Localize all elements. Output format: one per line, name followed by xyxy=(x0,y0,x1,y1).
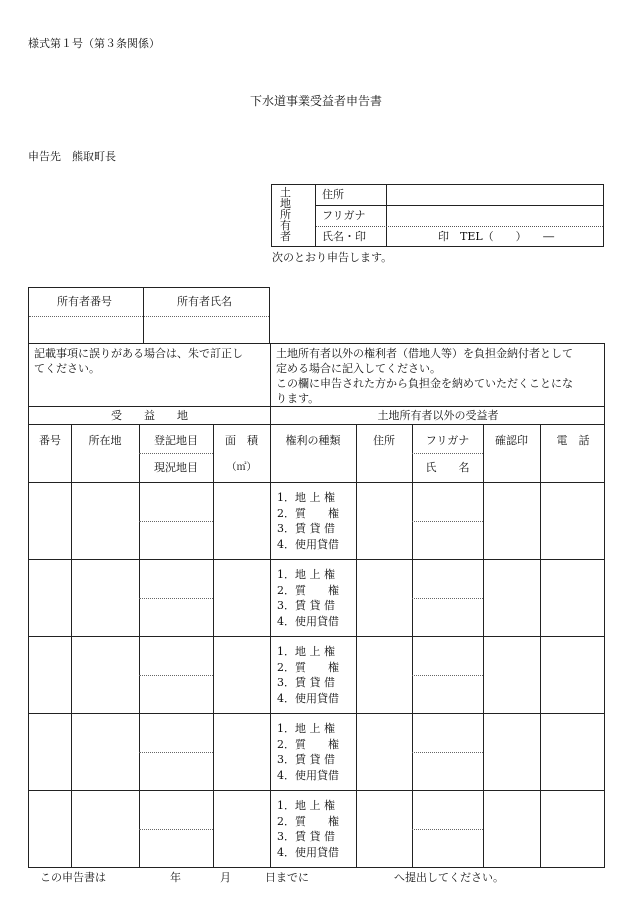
column-current-category: 現況地目 xyxy=(154,461,198,474)
footer-deadline-label: 日までに xyxy=(265,871,309,884)
beneficiary-table xyxy=(28,343,605,868)
row-location-field[interactable] xyxy=(73,717,137,731)
row-number-field[interactable] xyxy=(31,486,69,500)
owner-furigana-label: フリガナ xyxy=(322,209,366,222)
other-beneficiary-note: 土地所有者以外の権利者（借地人等）を負担金納付者として 定める場合に記入してください。 この欄に申告された方から負担金を納めていただくことにな ります。 xyxy=(276,347,573,405)
owner-furigana-field[interactable] xyxy=(392,209,602,223)
right-type-options: 1．地 上 権 2．質 権 3．賃 貸 借 4．使用貸借 xyxy=(277,568,339,628)
land-owner-box xyxy=(271,184,604,247)
owner-name-label: 氏名・印 xyxy=(322,230,366,243)
correction-note: 記載事項に誤りがある場合は、朱で訂正し てください。 xyxy=(34,347,243,375)
column-seal: 確認印 xyxy=(495,434,528,447)
other-beneficiary-section-header: 土地所有者以外の受益者 xyxy=(377,409,499,422)
owner-name-header: 所有者氏名 xyxy=(177,295,232,308)
recipient-label: 申告先 熊取町長 xyxy=(28,150,116,163)
column-address: 住所 xyxy=(373,434,395,447)
column-number: 番号 xyxy=(39,434,61,447)
row-number-field[interactable] xyxy=(31,717,69,731)
form-number-label: 様式第１号（第３条関係） xyxy=(28,37,160,50)
statement-text: 次のとおり申告します。 xyxy=(272,251,393,264)
column-phone: 電 話 xyxy=(556,434,590,447)
table-row xyxy=(29,713,606,790)
right-type-options: 1．地 上 権 2．質 権 3．賃 貸 借 4．使用貸借 xyxy=(277,491,339,551)
column-location: 所在地 xyxy=(88,434,122,447)
land-owner-side-label: 土 地 所 有 者 xyxy=(280,186,291,243)
seal-mark-label: 印 xyxy=(438,230,449,243)
row-location-field[interactable] xyxy=(73,640,137,654)
table-row xyxy=(29,482,606,559)
row-location-field[interactable] xyxy=(73,486,137,500)
table-row xyxy=(29,790,606,867)
table-row xyxy=(29,559,606,636)
column-registered-category: 登記地目 xyxy=(154,434,198,447)
row-number-field[interactable] xyxy=(31,794,69,808)
right-type-options: 1．地 上 権 2．質 権 3．賃 貸 借 4．使用貸借 xyxy=(277,799,339,859)
row-number-field[interactable] xyxy=(31,563,69,577)
column-name: 氏 名 xyxy=(425,461,470,474)
benefited-land-section-header: 受 益 地 xyxy=(111,409,188,422)
owner-address-label: 住所 xyxy=(322,188,344,201)
footer-year-label: 年 xyxy=(170,871,181,884)
column-area: 面 積 xyxy=(225,434,258,447)
right-type-options: 1．地 上 権 2．質 権 3．賃 貸 借 4．使用貸借 xyxy=(277,645,339,705)
column-area-unit: （㎡） xyxy=(226,462,257,473)
owner-number-field[interactable] xyxy=(33,322,139,338)
right-type-options: 1．地 上 権 2．質 権 3．賃 貸 借 4．使用貸借 xyxy=(277,722,339,782)
footer-prefix: この申告書は xyxy=(40,871,106,884)
table-row xyxy=(29,636,606,713)
footer-submit-label: へ提出してください。 xyxy=(394,871,504,884)
owner-tel-label: TEL（ ） ― xyxy=(460,230,555,243)
owner-id-box xyxy=(28,287,270,344)
footer-month-label: 月 xyxy=(220,871,231,884)
row-location-field[interactable] xyxy=(73,794,137,808)
owner-number-header: 所有者番号 xyxy=(57,295,112,308)
row-location-field[interactable] xyxy=(73,563,137,577)
owner-name-field[interactable] xyxy=(392,230,432,244)
owner-name-field-cell[interactable] xyxy=(148,322,266,338)
column-right-type: 権利の種類 xyxy=(285,434,341,447)
row-number-field[interactable] xyxy=(31,640,69,654)
document-title: 下水道事業受益者申告書 xyxy=(250,94,383,108)
column-furigana: フリガナ xyxy=(425,434,470,447)
owner-address-field[interactable] xyxy=(392,188,602,202)
